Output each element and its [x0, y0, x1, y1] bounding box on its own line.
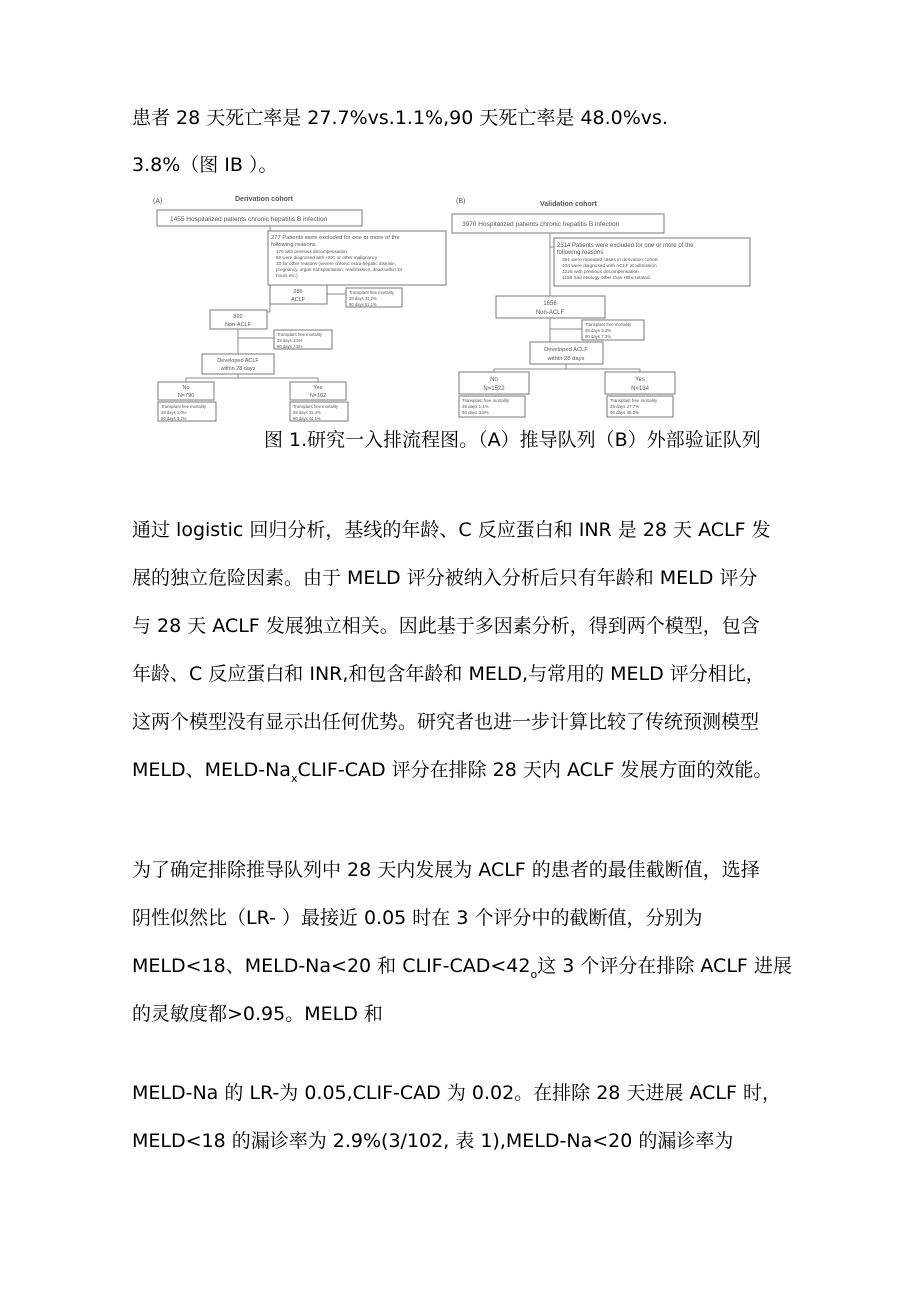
- panel-a-start-text: 1455 Hospitalized patients chronic hepatitis B infection: [170, 216, 328, 223]
- panel-a-excluded-3: 176 with previous decompensation: [276, 249, 347, 254]
- paragraph-1-line-4: 年龄、C 反应蛋白和 INR,和包含年龄和 MELD,与常用的 MELD 评分相比，: [132, 663, 765, 685]
- panel-b-developed-1: Developed ACLF: [544, 347, 588, 353]
- panel-a: [153, 196, 446, 421]
- panel-a-yes-n: N=102: [309, 393, 327, 399]
- panel-b-yes-mort-3: 90 days 48.0%: [610, 410, 640, 415]
- panel-a-aclf-label: ACLF: [290, 297, 306, 303]
- paragraph-1-line-1: 通过 logistic 回归分析，基线的年龄、C 反应蛋白和 INR 是 28 天 ACLF 发: [132, 519, 771, 541]
- panel-b-developed-2: within 28 days: [547, 356, 585, 362]
- panel-a-nonaclf-label: Non-ACLF: [225, 322, 251, 328]
- paragraph-2-line-3-sub: o: [530, 968, 538, 981]
- panel-a-excluded-2: following reasons: [271, 242, 316, 248]
- panel-a-yes-mort-1: Transplant free mortality: [293, 404, 338, 409]
- paragraph-1-line-3: 与 28 天 ACLF 发展独立相关。因此基于多因素分析，得到两个模型，包含: [132, 615, 760, 637]
- panel-b-no-label: No: [490, 377, 498, 383]
- panel-a-yes-mort-2: 28 days 31.4%: [293, 410, 321, 415]
- panel-a-aclf-mort-2: 28 days 31.2%: [349, 296, 377, 301]
- paragraph-1-line-6-b: CLIF-CAD 评分在排除 28 天内 ACLF 发展方面的效能。: [297, 759, 773, 781]
- panel-b-yes-mort-1: Transplant free mortality: [610, 398, 658, 403]
- panel-a-aclf-n: 286: [293, 289, 303, 295]
- panel-a-excluded-7: hours etc.): [276, 273, 298, 278]
- panel-b-nonaclf-mort-2: 28 days 3.3%: [585, 328, 612, 333]
- panel-b-nonaclf-label: Non-ACLF: [535, 310, 565, 316]
- panel-a-yes-label: Yes: [313, 385, 323, 391]
- panel-a-no-mort-2: 28 days 1.0%: [161, 410, 187, 415]
- panel-a-nonaclf-n: 892: [233, 314, 243, 320]
- panel-b-yes-label: Yes: [635, 377, 645, 383]
- panel-b-start-text: 3970 Hospitalized patients chronic hepatitis B infection: [462, 221, 620, 228]
- panel-a-yes-mort-3: 90 days 44.1%: [293, 416, 321, 421]
- paragraph-3-line-2: MELD<18 的漏诊率为 2.9%(3/102, 表 1),MELD-Na<20 的漏诊率为: [132, 1130, 734, 1152]
- paragraph-2-line-1: 为了确定排除推导队列中 28 天内发展为 ACLF 的患者的最佳截断值，选择: [132, 859, 760, 881]
- figure-caption: 图 1.研究一入排流程图。（A）推导队列（B）外部验证队列: [264, 429, 761, 451]
- panel-b-no-mort-3: 90 days 3.8%: [462, 410, 489, 415]
- flowchart-figure: [150, 192, 795, 422]
- panel-b-label: (B): [456, 198, 466, 205]
- panel-a-nonaclf-mort-2: 28 days 4.5%: [277, 338, 303, 343]
- panel-a-nonaclf-mort-1: Transplant free mortality: [277, 332, 322, 337]
- paragraph-1-line-2: 展的独立危险因素。由于 MELD 评分被纳入分析后只有年龄和 MELD 评分: [132, 567, 758, 589]
- panel-b-nonaclf-mort-3: 90 days 7.3%: [585, 334, 612, 339]
- panel-b-no-n: N=1522: [483, 386, 505, 392]
- paragraph-2-line-4: 的灵敏度都>0.95。MELD 和: [132, 1003, 383, 1025]
- panel-b-nonaclf-n: 1656: [543, 301, 557, 307]
- paragraph-0-line-2: 3.8%（图 IB ）。: [132, 154, 278, 176]
- paragraph-2-line-3: [132, 954, 792, 981]
- panel-b-no-mort-2: 28 days 1.1%: [462, 404, 489, 409]
- panel-a-no-n: N=790: [177, 393, 195, 399]
- panel-b-yes-n: N=134: [631, 386, 649, 392]
- panel-b-nonaclf-mort-1: Transplant free mortality: [585, 322, 632, 327]
- panel-a-excluded-4: 68 were diagnosed with HCC or other malignancy: [276, 255, 378, 260]
- panel-b-yes-mort-2: 28 days 27.7%: [610, 404, 640, 409]
- panel-a-excluded-6: pregnancy, organ transplantation, readmission, dead within 24: [276, 267, 403, 272]
- panel-a-developed-2: within 28 days: [220, 366, 256, 372]
- panel-b-excluded-3: 291 were repeated cases in derivation cohort: [562, 258, 658, 263]
- panel-a-label: (A): [153, 198, 163, 205]
- panel-b-excluded-6: 1159 had etiology other than HBV related: [562, 276, 650, 281]
- panel-a-aclf-mort-3: 90 days 51.1%: [349, 302, 377, 307]
- panel-b-excluded-2: following reasons: [557, 250, 604, 256]
- paragraph-1-line-6: [132, 758, 772, 785]
- panel-a-no-mort-3: 90 days 3.2%: [161, 416, 187, 421]
- panel-a-excluded-5: 33 for other reasons (severe chronic extra-hepatic disease,: [276, 261, 397, 266]
- paragraph-3-line-1: MELD-Na 的 LR-为 0.05,CLIF-CAD 为 0.02。在排除 28 天进展 ACLF 时，: [132, 1082, 781, 1104]
- paragraph-0-line-1: 患者 28 天死亡率是 27.7%vs.1.1%,90 天死亡率是 48.0%vs.: [132, 107, 668, 129]
- panel-a-no-mort-1: Transplant free mortality: [161, 404, 206, 409]
- panel-b: [452, 198, 750, 417]
- paragraph-1-line-6-a: MELD、MELD-Na: [132, 759, 291, 781]
- panel-a-excluded-1: 277 Patients were excluded for one or more of the: [271, 235, 400, 241]
- panel-b-no-mort-1: Transplant free mortality: [462, 398, 510, 403]
- paragraph-2-line-3-a: MELD<18、MELD-Na<20 和 CLIF-CAD<42: [132, 955, 531, 977]
- panel-b-excluded-1: 2314 Patients were excluded for one or more of the: [557, 243, 694, 249]
- panel-b-excluded-5: 1226 with previous decompensation: [562, 270, 639, 275]
- paragraph-2-line-3-b: 这 3 个评分在排除 ACLF 进展: [537, 955, 792, 977]
- panel-b-title: Validation cohort: [540, 201, 597, 208]
- panel-a-aclf-mort-1: Transplant free mortality: [349, 290, 394, 295]
- panel-a-nonaclf-mort-3: 90 days 7.5%: [277, 344, 303, 349]
- paragraph-1-line-6-sub: x: [290, 772, 298, 785]
- panel-a-title: Derivation cohort: [235, 196, 293, 203]
- panel-a-no-label: No: [182, 385, 190, 391]
- paragraph-1-line-5: 这两个模型没有显示出任何优势。研究者也进一步计算比较了传统预测模型: [132, 711, 760, 733]
- paragraph-2-line-2: 阴性似然比（LR- ）最接近 0.05 时在 3 个评分中的截断值，分别为: [132, 907, 703, 929]
- panel-b-excluded-4: 404 were diagnosed with ACLF at admission: [562, 264, 657, 269]
- panel-a-developed-1: Developed ACLF: [217, 358, 259, 364]
